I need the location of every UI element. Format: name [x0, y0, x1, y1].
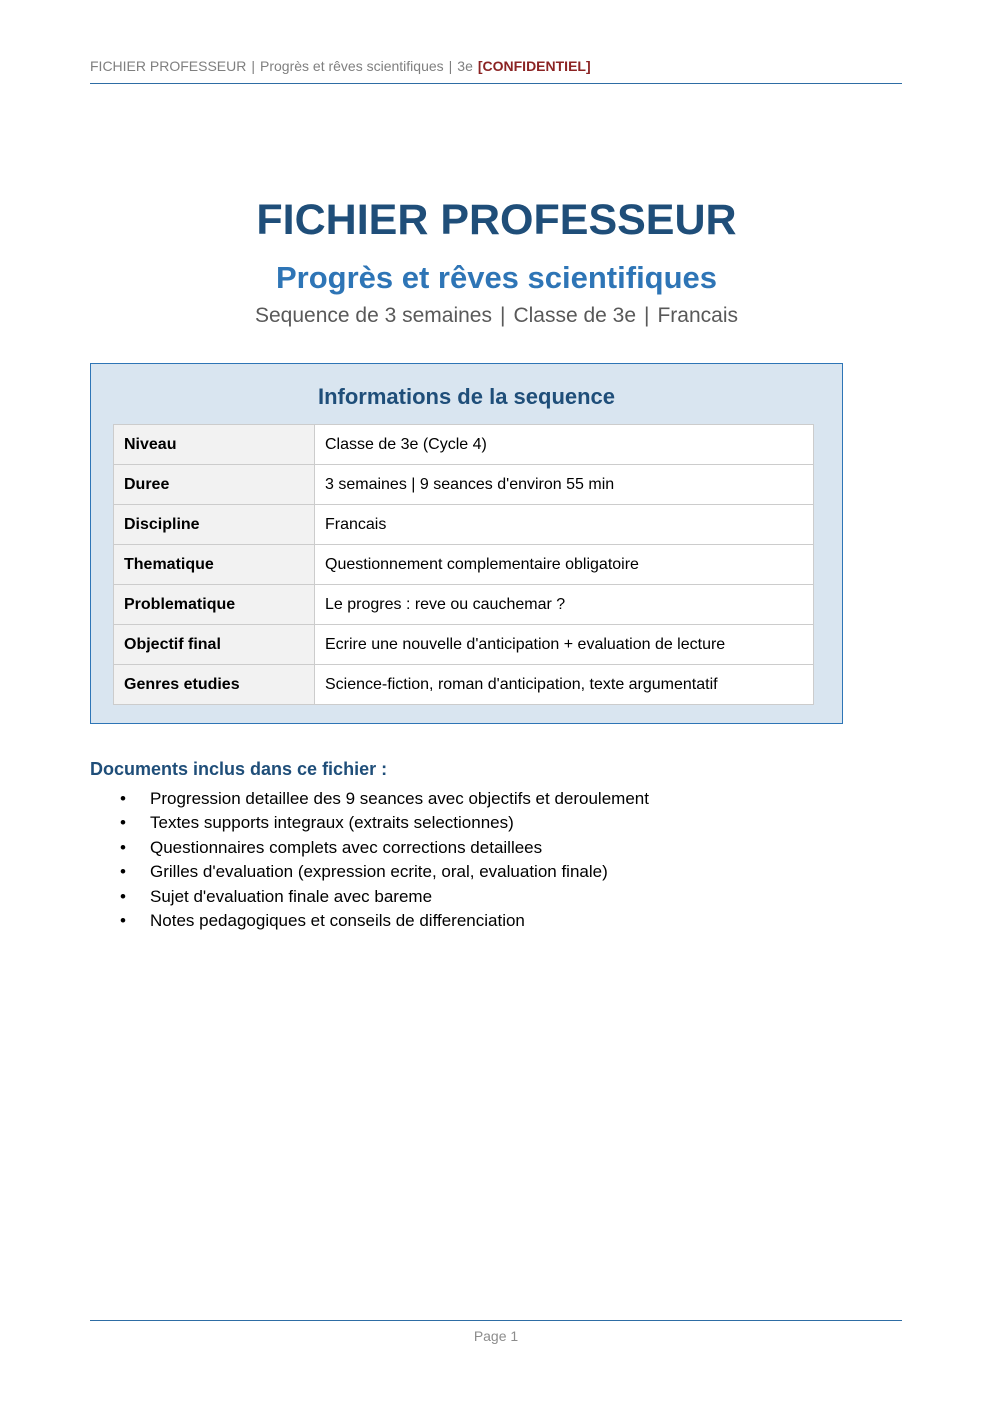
row-label: Discipline: [114, 505, 315, 545]
row-label: Objectif final: [114, 625, 315, 665]
bullet-icon: •: [120, 886, 126, 906]
list-item: [90, 885, 649, 909]
document-meta: [0, 304, 993, 328]
list-item: [90, 860, 649, 884]
meta-subject: Francais: [657, 304, 739, 327]
list-item: [90, 909, 649, 933]
bullet-icon: •: [120, 789, 126, 808]
list-item-text: Notes pedagogiques et conseils de differenciation: [150, 910, 525, 930]
document-subtitle: Progrès et rêves scientifiques: [275, 260, 718, 295]
header-confidential-badge: [CONFIDENTIEL]: [477, 58, 591, 74]
list-item-text: Textes supports integraux (extraits selectionnes): [150, 813, 514, 833]
table-row: [114, 585, 814, 625]
table-row: [114, 425, 814, 465]
row-value: Classe de 3e (Cycle 4): [315, 425, 814, 465]
documents-list: [90, 787, 649, 933]
bullet-icon: •: [120, 837, 126, 857]
table-row: [114, 545, 814, 585]
page-number: Page 1: [473, 1328, 519, 1344]
meta-class: Classe de 3e: [513, 304, 637, 327]
row-label: Thematique: [114, 545, 315, 585]
header-separator: |: [251, 58, 255, 74]
row-value: Science-fiction, roman d'anticipation, texte argumentatif: [315, 665, 814, 705]
bullet-icon: •: [120, 910, 126, 930]
table-row: [114, 665, 814, 705]
bullet-icon: •: [120, 862, 126, 882]
row-value: 3 semaines | 9 seances d'environ 55 min: [315, 465, 814, 505]
sequence-info-table: [113, 424, 814, 705]
page-footer: [90, 1320, 902, 1344]
list-item: [90, 787, 649, 811]
list-item-text: Questionnaires complets avec corrections detaillees: [150, 837, 543, 857]
row-value: Questionnement complementaire obligatoire: [315, 545, 814, 585]
table-row: [114, 505, 814, 545]
header-separator: |: [448, 58, 453, 74]
meta-duration: Sequence de 3 semaines: [254, 304, 492, 327]
table-row: [114, 465, 814, 505]
table-row: [114, 625, 814, 665]
page-header: [90, 58, 902, 84]
list-item: [90, 811, 649, 835]
row-value: Francais: [315, 505, 814, 545]
row-value: Ecrire une nouvelle d'anticipation + evaluation de lecture: [315, 625, 814, 665]
header-topic: Progrès et rêves scientifiques: [260, 58, 444, 74]
row-label: Genres etudies: [114, 665, 315, 705]
list-item: [90, 836, 649, 860]
documents-heading: Documents inclus dans ce fichier :: [90, 759, 388, 779]
list-item-text: Grilles d'evaluation (expression ecrite, oral, evaluation finale): [150, 862, 608, 882]
row-value: Le progres : reve ou cauchemar ?: [315, 585, 814, 625]
header-doc-type: FICHIER PROFESSEUR: [90, 58, 247, 74]
row-label: Problematique: [114, 585, 315, 625]
info-box-title: Informations de la sequence: [317, 384, 616, 409]
meta-separator: |: [499, 304, 506, 327]
header-level: 3e: [457, 58, 473, 74]
list-item-text: Sujet d'evaluation finale avec bareme: [150, 886, 433, 906]
row-label: Niveau: [114, 425, 315, 465]
list-item-text: Progression detaillee des 9 seances avec objectifs et deroulement: [150, 789, 649, 808]
sequence-info-box: [90, 363, 843, 724]
row-label: Duree: [114, 465, 315, 505]
meta-separator: |: [644, 304, 650, 327]
bullet-icon: •: [120, 813, 126, 833]
document-title: FICHIER PROFESSEUR: [256, 196, 737, 244]
